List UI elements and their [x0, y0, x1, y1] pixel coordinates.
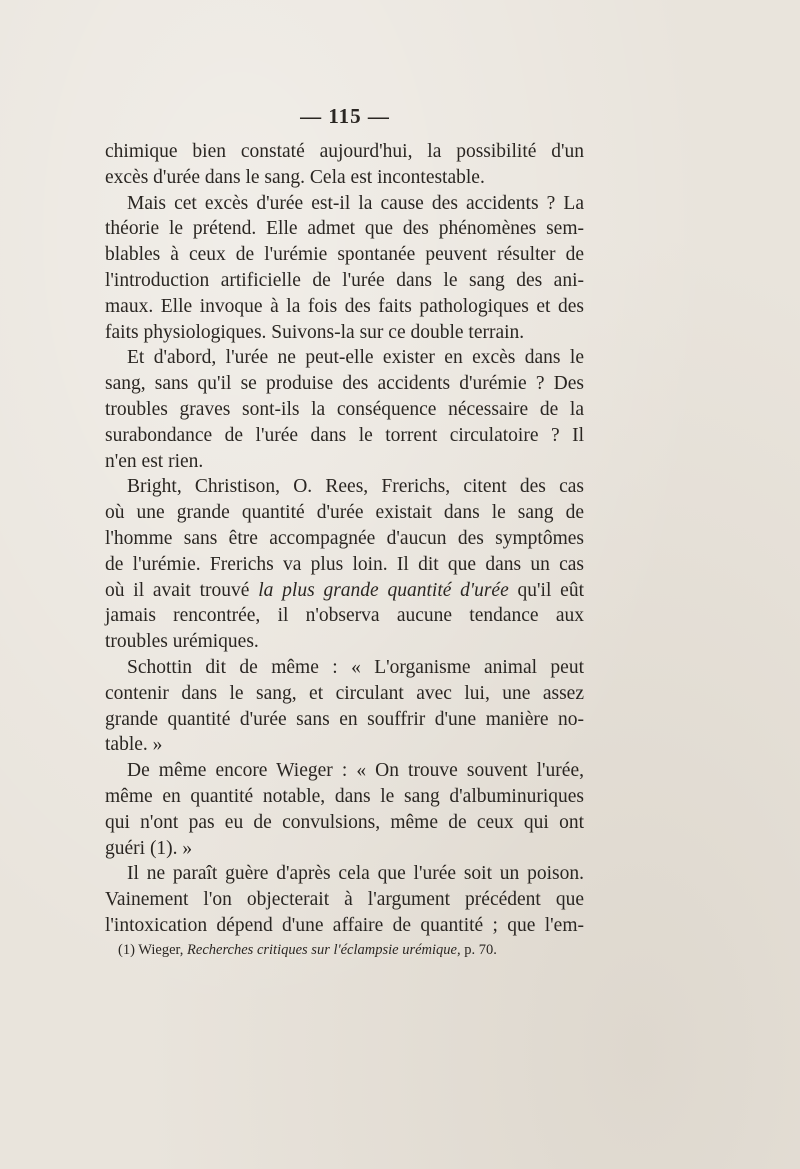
text-line: théorie le prétend. Elle admet que des phénomènes sem-	[105, 218, 584, 240]
footnote-suffix: , p. 70.	[456, 942, 497, 958]
page-number: — 115 —	[300, 104, 390, 128]
text-line: même en quantité notable, dans le sang d'albuminuriques	[105, 785, 584, 807]
text-line: l'homme sans être accompagnée d'aucun des symptômes	[105, 527, 584, 549]
text-line: blables à ceux de l'urémie spontanée peuvent résulter de	[105, 244, 584, 266]
text-line: troubles graves sont-ils la conséquence nécessaire de la	[105, 398, 584, 420]
text-line: de l'urémie. Frerichs va plus loin. Il dit que dans un cas	[105, 553, 584, 575]
text-line: Et d'abord, l'urée ne peut-elle exister en excès dans le	[127, 347, 584, 369]
footnote-title: Recherches critiques sur l'éclampsie urémique	[187, 942, 457, 958]
text-line: Bright, Christison, O. Rees, Frerichs, citent des cas	[127, 476, 584, 498]
text-segment: où il avait trouvé	[105, 579, 259, 601]
text-line: maux. Elle invoque à la fois des faits pathologiques et des	[105, 295, 584, 317]
text-line: grande quantité d'urée sans en souffrir d'une manière no-	[105, 708, 584, 730]
text-line: table. »	[105, 734, 163, 756]
text-line: Il ne paraît guère d'après cela que l'urée soit un poison.	[127, 863, 584, 885]
text-line: guéri (1). »	[105, 837, 193, 859]
text-line: l'intoxication dépend d'une affaire de quantité ; que l'em-	[105, 914, 584, 936]
text-line: l'introduction artificielle de l'urée dans le sang des ani-	[105, 269, 584, 291]
text-line: Schottin dit de même : « L'organisme animal peut	[127, 656, 584, 678]
text-line: faits physiologiques. Suivons-la sur ce double terrain.	[105, 321, 525, 343]
text-line: Mais cet excès d'urée est-il la cause des accidents ? La	[127, 192, 584, 214]
text-line: chimique bien constaté aujourd'hui, la possibilité d'un	[105, 141, 584, 162]
text-line: troubles urémiques.	[105, 631, 259, 653]
text-line: n'en est rien.	[105, 450, 204, 472]
text-line	[105, 578, 584, 604]
text-line: contenir dans le sang, et circulant avec lui, une assez	[105, 682, 584, 704]
italic-segment: la plus grande quantité d'urée	[258, 579, 509, 601]
text-line: qui n'ont pas eu de convulsions, même de ceux qui ont	[105, 811, 584, 833]
text-segment: qu'il eût	[508, 579, 584, 601]
text-line: où une grande quantité d'urée existait dans le sang de	[105, 502, 584, 524]
body-text	[105, 139, 584, 939]
footnote	[118, 940, 588, 960]
text-line: sang, sans qu'il se produise des accidents d'urémie ? Des	[105, 373, 584, 395]
text-line: Vainement l'on objecterait à l'argument précédent que	[105, 889, 584, 911]
text-line: surabondance de l'urée dans le torrent circulatoire ? Il	[105, 424, 584, 446]
text-line: De même encore Wieger : « On trouve souvent l'urée,	[127, 760, 584, 782]
text-line: jamais rencontrée, il n'observa aucune tendance aux	[105, 605, 584, 627]
footnote-prefix: (1) Wieger,	[118, 942, 188, 958]
text-line: excès d'urée dans le sang. Cela est incontestable.	[105, 166, 485, 188]
